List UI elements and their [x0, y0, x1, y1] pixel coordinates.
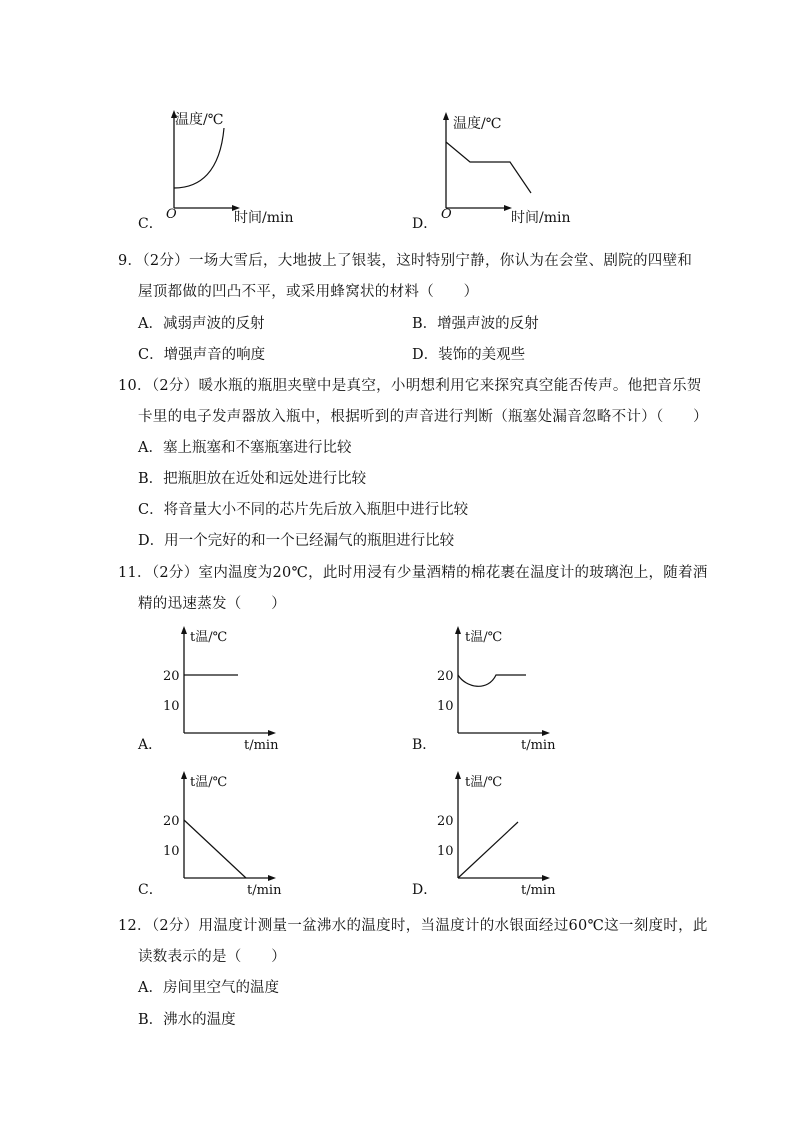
x-axis-label: t/min [521, 738, 556, 753]
option-label-a: A． [138, 737, 163, 753]
tick-10: 10 [163, 844, 180, 859]
tick-20: 20 [437, 814, 454, 829]
curve-rising [174, 128, 224, 188]
q12-option-a[interactable]: A．房间里空气的温度 [138, 980, 279, 996]
q11-stem-line1: 11．（2分）室内温度为20℃，此时用浸有少量酒精的棉花裹在温度计的玻璃泡上，随着酒 [118, 565, 708, 581]
curve-increasing [458, 822, 518, 878]
y-axis-label: t温/℃ [190, 775, 228, 790]
q12-stem-line1: 12．（2分）用温度计测量一盆沸水的温度时，当温度计的水银面经过60℃这一刻度时，此 [118, 918, 708, 934]
x-axis-label: t/min [247, 883, 282, 898]
graph-q11-a [137, 630, 279, 753]
curve-plateau [446, 142, 531, 193]
q10-stem-line2: 卡里的电子发声器放入瓶中，根据听到的声音进行判断（瓶塞处漏音忽略不计）（ ） [138, 409, 708, 425]
q10-option-d[interactable]: D．用一个完好的和一个已经漏气的瓶胆进行比较 [138, 533, 455, 549]
x-axis-label: 时间/min [234, 210, 294, 226]
tick-10: 10 [437, 844, 454, 859]
q10-option-c[interactable]: C．将音量大小不同的芯片先后放入瓶胆中进行比较 [138, 502, 469, 518]
graph-top-c [138, 111, 294, 232]
q9-stem-line1: 9．（2分）一场大雪后，大地披上了银装，这时特别宁静，你认为在会堂、剧院的四壁和 [118, 253, 693, 269]
q9-option-a[interactable]: A．减弱声波的反射 [138, 316, 265, 332]
curve-dip-recover [458, 675, 526, 686]
option-label-c: C． [138, 216, 163, 232]
option-label-b: B． [412, 737, 437, 753]
option-label-c: C． [138, 882, 163, 898]
q12-option-b[interactable]: B．沸水的温度 [138, 1012, 236, 1028]
y-axis-label: t温/℃ [465, 630, 503, 645]
option-label-d: D． [412, 882, 438, 898]
x-axis-label: t/min [521, 883, 556, 898]
q9-option-c[interactable]: C．增强声音的响度 [138, 347, 266, 363]
x-axis-label: 时间/min [511, 210, 571, 226]
q10-option-a[interactable]: A．塞上瓶塞和不塞瓶塞进行比较 [138, 440, 352, 456]
option-label-d: D． [412, 216, 438, 232]
graph-top-d [412, 115, 571, 232]
q9-option-d[interactable]: D．装饰的美观些 [412, 347, 526, 363]
tick-20: 20 [437, 669, 454, 684]
q10-option-b[interactable]: B．把瓶胆放在近处和远处进行比较 [138, 471, 367, 487]
y-axis-label: 温度/℃ [453, 116, 502, 132]
graph-q11-b [412, 630, 556, 753]
graph-q11-d [412, 775, 556, 898]
origin-label: O [166, 207, 177, 222]
q10-stem-line1: 10．（2分）暖水瓶的瓶胆夹壁中是真空，小明想利用它来探究真空能否传声。他把音乐贺 [118, 378, 702, 394]
y-axis-label: t温/℃ [465, 775, 503, 790]
q9-option-b[interactable]: B．增强声波的反射 [412, 316, 539, 332]
tick-10: 10 [437, 699, 454, 714]
q12-stem-line2: 读数表示的是（ ） [138, 949, 286, 965]
x-axis-label: t/min [244, 738, 279, 753]
graph-q11-c [138, 775, 282, 898]
y-axis-label: 温度/℃ [175, 112, 224, 128]
tick-20: 20 [163, 814, 180, 829]
tick-10: 10 [163, 699, 180, 714]
tick-20: 20 [163, 669, 180, 684]
curve-decreasing [184, 820, 246, 878]
y-axis-label: t温/℃ [190, 630, 228, 645]
origin-label: O [441, 207, 452, 222]
q11-stem-line2: 精的迅速蒸发（ ） [138, 596, 286, 612]
q9-stem-line2: 屋顶都做的凹凸不平，或采用蜂窝状的材料（ ） [138, 284, 479, 300]
